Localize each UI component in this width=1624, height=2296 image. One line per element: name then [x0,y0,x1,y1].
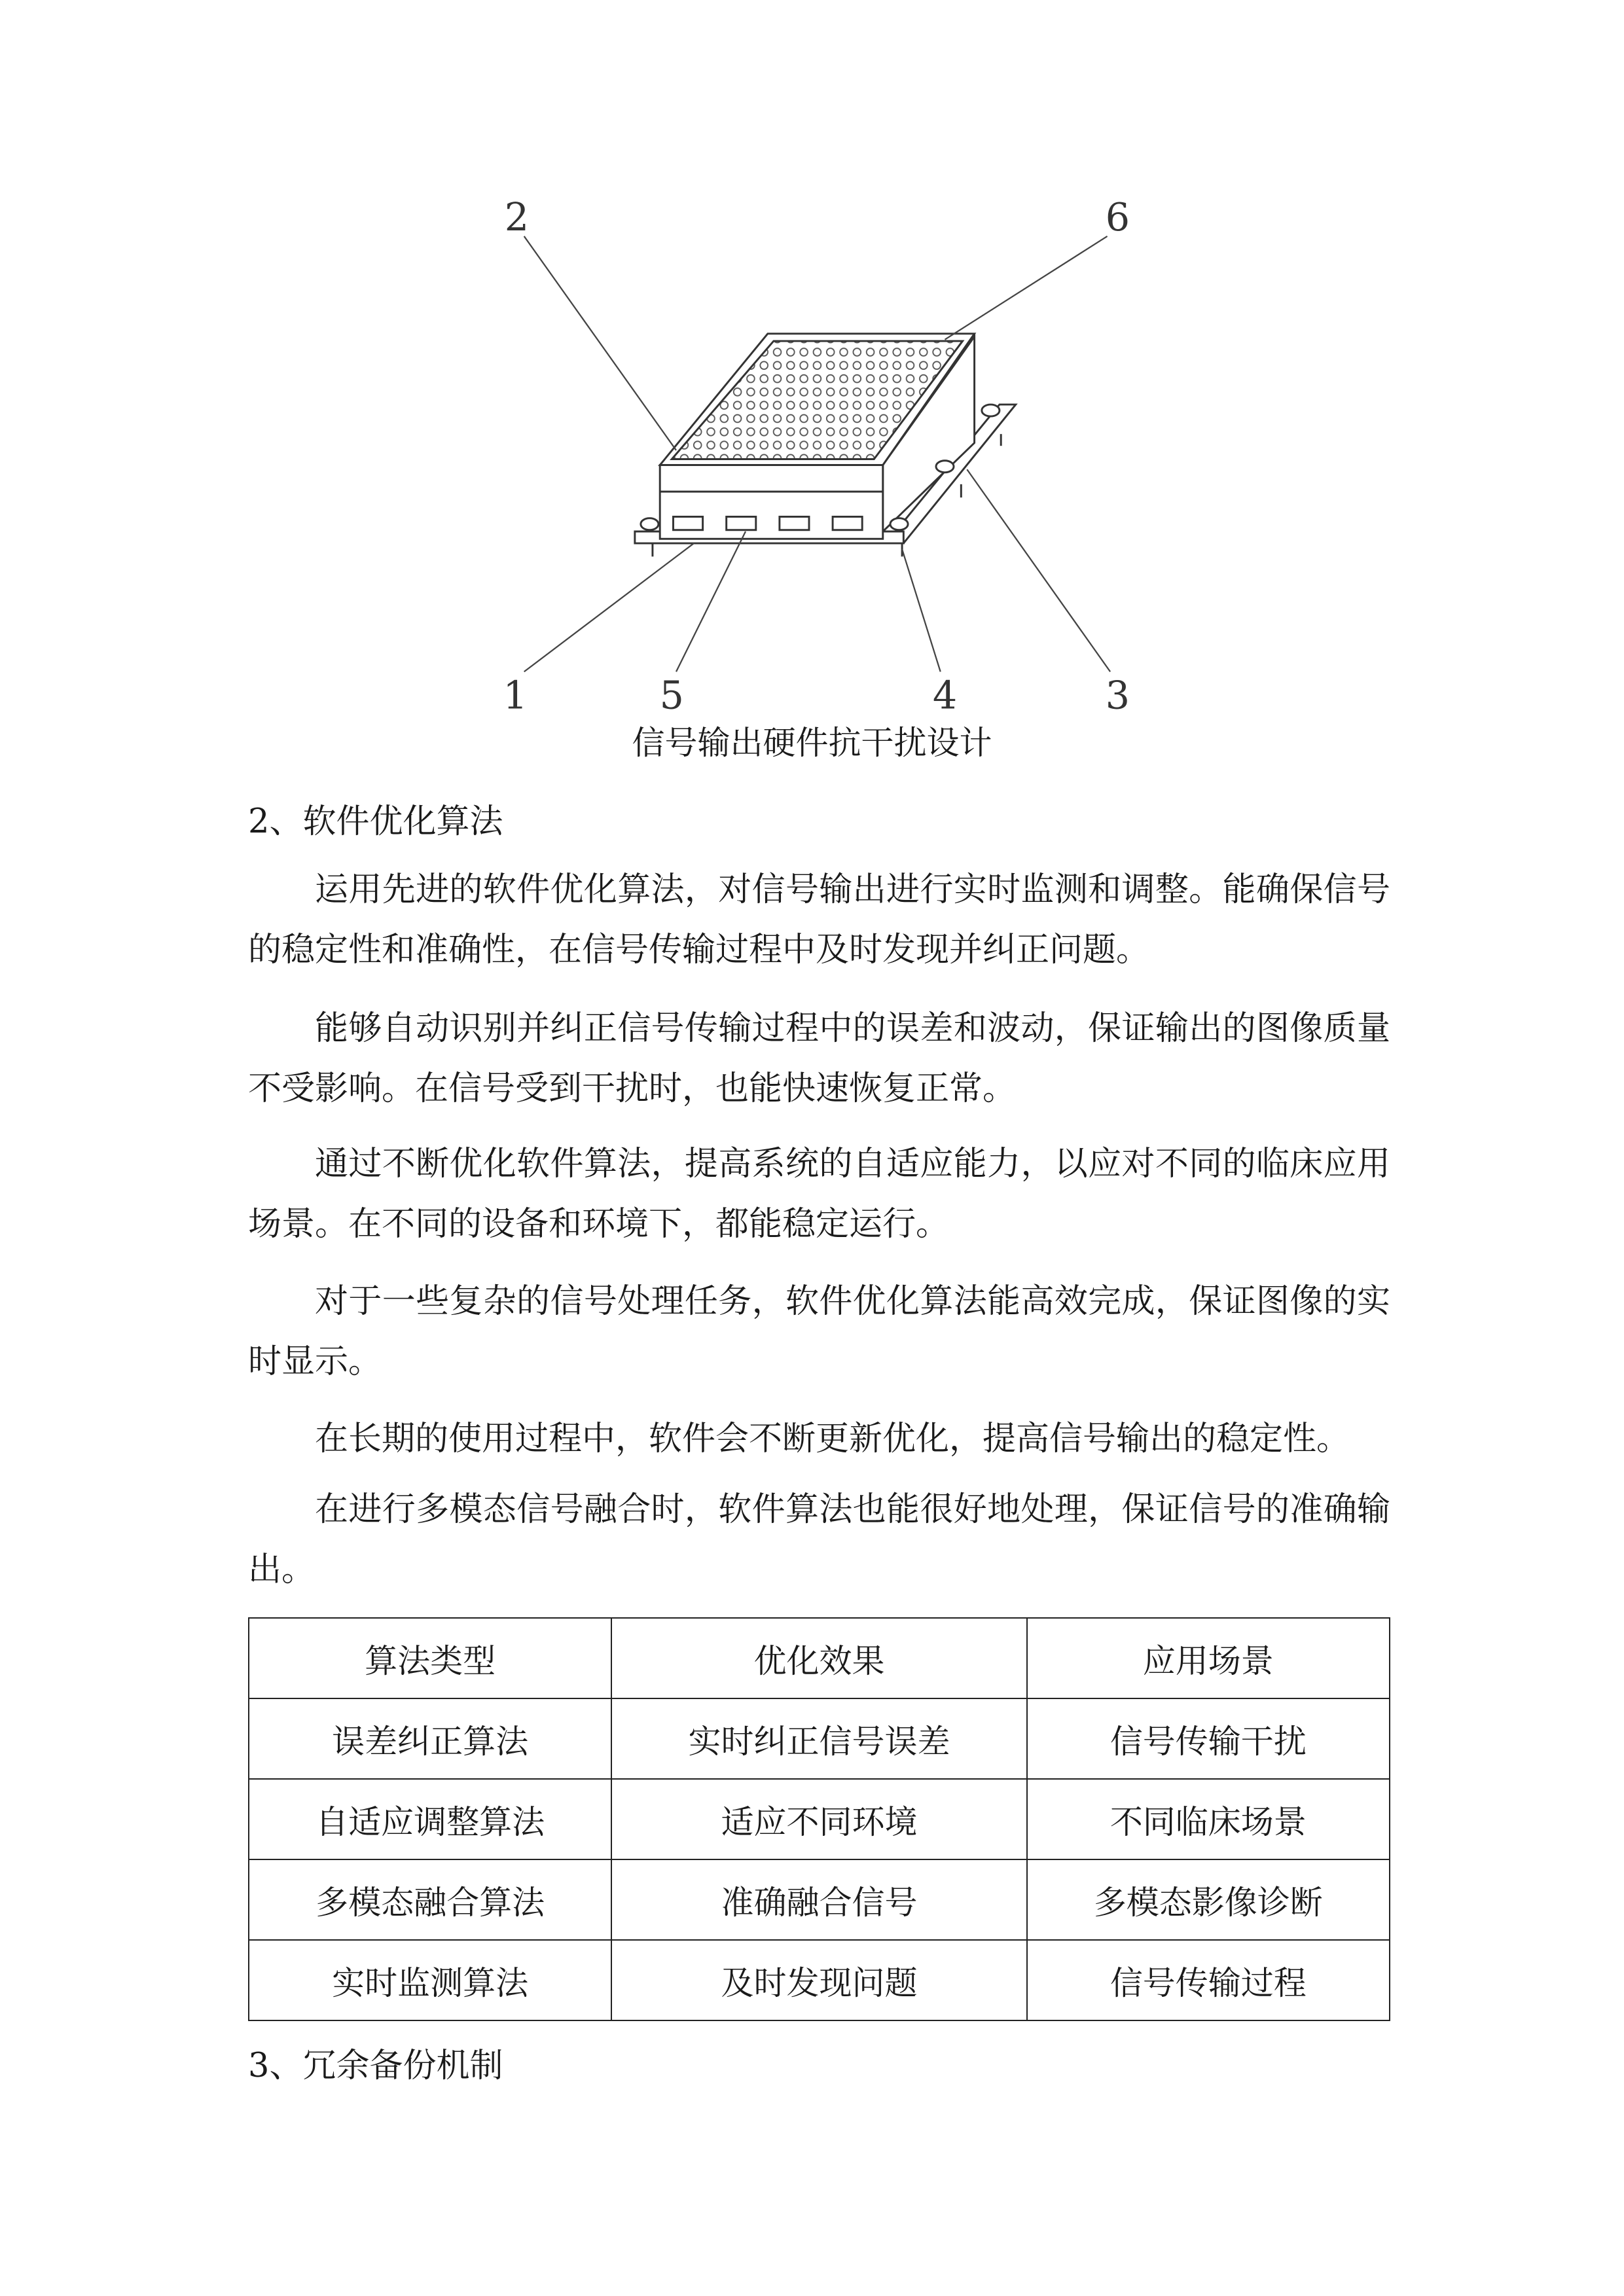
paragraph: 能够自动识别并纠正信号传输过程中的误差和波动，保证输出的图像质量不受影响。在信号受到干扰时，也能快速恢复正常。 [248,1009,1390,1108]
table-cell: 信号传输过程 [1027,1940,1390,2020]
table-cell: 适应不同环境 [611,1779,1026,1859]
paragraph: 对于一些复杂的信号处理任务，软件优化算法能高效完成，保证图像的实时显示。 [248,1282,1390,1381]
paragraph: 通过不断优化软件算法，提高系统的自适应能力，以应对不同的临床应用场景。在不同的设备和环境下，都能稳定运行。 [248,1145,1390,1244]
table-row [249,1779,1390,1859]
bolt [890,518,908,530]
table-header-row [249,1618,1390,1698]
table-cell: 不同临床场景 [1027,1779,1390,1859]
table-cell: 信号传输干扰 [1027,1698,1390,1779]
table-cell: 自适应调整算法 [249,1779,611,1859]
table-cell: 实时监测算法 [249,1940,611,2020]
figure-caption: 信号输出硬件抗干扰设计 [632,724,992,762]
table-row [249,1940,1390,2020]
label-2: 2 [504,194,530,240]
header-cell: 算法类型 [249,1618,611,1698]
table-cell: 实时纠正信号误差 [611,1698,1026,1779]
section-heading: 3、冗余备份机制 [248,2047,503,2085]
paragraph: 运用先进的软件优化算法，对信号输出进行实时监测和调整。能确保信号的稳定性和准确性，在信号传输过程中及时发现并纠正问题。 [248,870,1390,969]
label-5: 5 [659,673,684,718]
table-cell: 及时发现问题 [611,1940,1026,2020]
algorithm-table [248,1617,1390,2021]
port [780,516,809,529]
section-heading: 2、软件优化算法 [248,802,503,841]
label-1: 1 [503,673,528,718]
port [673,516,702,529]
hardware-diagram [0,0,1624,785]
paragraph: 在长期的使用过程中，软件会不断更新优化，提高信号输出的稳定性。 [315,1420,1350,1458]
label-6: 6 [1105,194,1130,240]
table-cell: 多模态影像诊断 [1027,1859,1390,1940]
label-3: 3 [1105,673,1130,718]
paragraph: 在进行多模态信号融合时，软件算法也能很好地处理，保证信号的准确输出。 [248,1490,1390,1589]
bolt [982,404,1000,416]
port [833,516,862,529]
table-cell: 准确融合信号 [611,1859,1026,1940]
table-row [249,1859,1390,1940]
header-cell: 应用场景 [1027,1618,1390,1698]
table-row [249,1698,1390,1779]
table-cell: 多模态融合算法 [249,1859,611,1940]
table-cell: 误差纠正算法 [249,1698,611,1779]
bolt [936,461,954,473]
header-cell: 优化效果 [611,1618,1026,1698]
bolt [641,518,659,530]
label-4: 4 [932,673,958,718]
port [727,516,756,529]
